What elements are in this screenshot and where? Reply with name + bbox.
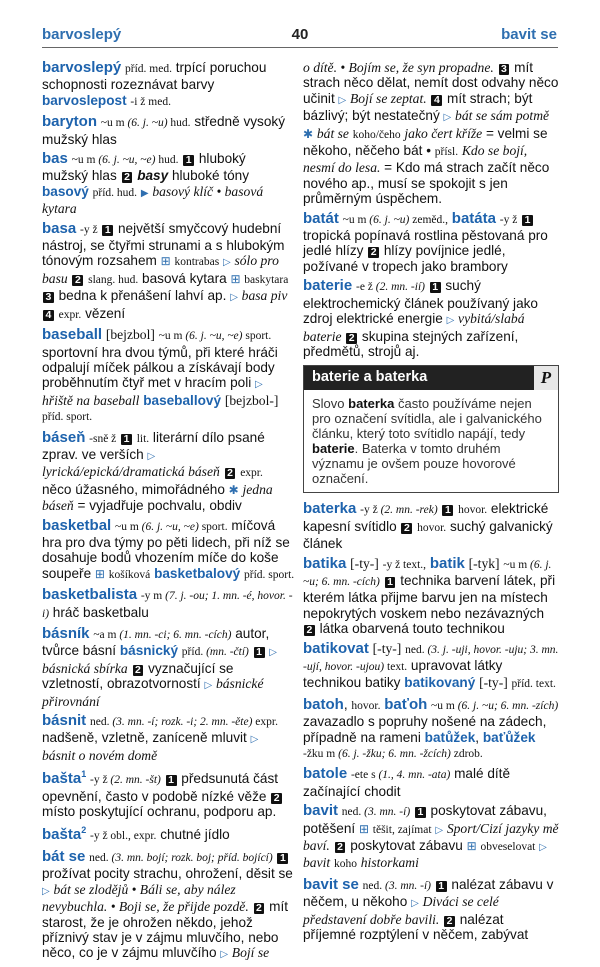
entry-batikovat: batikovat [-ty-] ned. (3. j. -uji, hovor. -uju; 3. mn. -ují, hovor. -ujou) text. upravovat látky technikou batiky batikovaný [-ty-] příd. text. bbox=[303, 639, 559, 691]
page-number: 40 bbox=[291, 26, 309, 43]
entry-basketbalista: basketbalista -y m (7. j. -ou; 1. mn. -é, hovor. -i) hráč basketbalu bbox=[42, 586, 293, 620]
entry-basnit: básnit ned. (3. mn. -í; rozk. -i; 2. mn. -ěte) expr. nadšeně, vzletně, zaníceně mluvit ▷ básnit o novém domě bbox=[42, 712, 278, 763]
entry-basnik: básník ~a m (1. mn. -ci; 6. mn. -cích) autor, tvůrce básní básnický příd. (mn. -čtí) 1 ▷ básnická sbírka 2 vyznačující se vzletností, obrazotvorností ▷ básnické přirovnání bbox=[42, 625, 277, 709]
entry-bavit-se: bavit se ned. (3. mn. -í) 1 nalézat zábavu v něčem, u někoho ▷ Diváci se celé představení dobře bavili. 2 nalézat příjemné rozptýlení v něčem, zabývat bbox=[303, 875, 554, 943]
usage-note-header bbox=[304, 366, 558, 390]
running-head-left: barvoslepý bbox=[42, 26, 122, 43]
entry-batat: batát ~u m (6. j. ~u) zeměd., batáta -y ž 1 tropická popínavá rostlina pěstovaná pro jedlé hlízy 2 hlízy povíjnice jedlé, požívané v tropech jako brambory bbox=[303, 209, 548, 274]
header-rule bbox=[42, 47, 558, 48]
entry-bas: bas ~u m (6. j. ~u, ~e) hud. 1 hluboký mužský hlas 2 basy hluboké tóny basový příd. hud. ▶ basový klíč • basová kytara bbox=[42, 150, 264, 217]
entry-basa: basa -y ž 1 největší smyčcový hudební nástroj, se čtyřmi strunami a s hlubokým tónovým rozsahem ⊞ kontrabas ▷ sólo pro basu 2 slang. hud. basová kytara ⊞ baskytara 3 bedna k přenášení lahví ap. ▷ basa piv 4 expr. vězení bbox=[42, 219, 289, 321]
entry-bavit: bavit ned. (3. mn. -í) 1 poskytovat zábavu, potěšení ⊞ těšit, zajímat ▷ Sport/Cizí jazyky mě baví. 2 poskytovat zábavu ⊞ obveselovat ▷ bavit koho historkami bbox=[303, 802, 559, 871]
left-column bbox=[42, 60, 295, 967]
entry-batoh: batoh, hovor. baťoh ~u m (6. j. ~u; 6. mn. -zích) zavazadlo s popruhy nošené na zádech, případně na rameni batůžek, baťůžek -žku m (6. j. -žku; 6. mn. -žcích) zdrob. bbox=[303, 695, 559, 760]
usage-note-badge: P bbox=[534, 366, 558, 390]
entry-basen: báseň -sně ž 1 lit. literární dílo psané zprav. ve verších ▷ lyrická/epická/dramatická báseň 2 expr. něco úžasného, mimořádného ✱ jedna báseň = vyjadřuje pochvalu, obdiv bbox=[42, 428, 273, 514]
entry-baryton: baryton ~u m (6. j. ~u) hud. středně vysoký mužský hlas bbox=[42, 113, 285, 147]
entry-basta1: bašta$^1$ -y ž (2. mn. -št) 1 předsunutá část opevnění, často v podobě nízké věže 2 místo poskytující ochranu, podporu ap. bbox=[42, 767, 295, 819]
usage-note-title: baterie a baterka bbox=[312, 369, 428, 386]
usage-note-text: Slovo baterka často používáme nejen pro označení svítidla, ale i galvanického článku, který toto svítidlo napájí, tedy baterie. Baterka v tomto druhém významu je ovšem pouze hovorové označení. bbox=[312, 396, 542, 487]
running-head-right: bavit se bbox=[501, 26, 557, 43]
entry-baterka: baterka -y ž (2. mn. -rek) 1 hovor. elektrické kapesní svítidlo 2 hovor. suchý galvanický článek bbox=[303, 500, 553, 552]
entry-bat-se-cont: o dítě. • Bojím se, že syn propadne. 3 mít strach něco dělat, nemít dost odvahy něco učinit ▷ Bojí se zeptat. 4 mít strach; být bázlivý; být nestatečný ▷ bát se sám potmě ✱ bát se koho/čeho jako čert kříže = velmi se někoho, něčeho bát • přísl. Kdo se bojí, nesmí do lesa. = Kdo má strach začít něco nového ap., musí se spokojit s jen průměrným úspěchem. bbox=[303, 60, 559, 207]
entry-basta2: bašta$^2$ -y ž obl., expr. chutné jídlo bbox=[42, 825, 230, 844]
entry-baterie: baterie -e ž (2. mn. -ií) 1 suchý elektrochemický článek používaný jako zdroj elektrické energie ▷ vybitá/slabá baterie 2 skupina stejných zařízení, předmětů, strojů aj. bbox=[303, 277, 538, 359]
right-column bbox=[303, 60, 559, 946]
entry-batika: batika [-ty-] -y ž text., batik [-tyk] ~u m (6. j. ~u; 6. mn. -cích) 1 technika barvení látek, při kterém látka přijme barvu jen na místech nepokrytých voskem nebo nezávazných 2 látka obarvená touto technikou bbox=[303, 554, 556, 637]
entry-bat-se: bát se ned. (3. mn. bojí; rozk. boj; příd. bojící) 1 prožívat pocity strachu, ohrožení, děsit se ▷ bát se zlodějů • Báli se, aby nález nevybuchla. • Boji se, že přijde pozdě. 2 mít starost, že je ohrožen někdo, jehož příznivý stav je v zájmu mluvčího, nebo něco, co je v zájmu mluvčího ▷ Bojí se bbox=[42, 847, 293, 961]
entry-batole: batole -ete s (1., 4. mn. -ata) malé dítě začínající chodit bbox=[303, 765, 511, 799]
entry-baseball: baseball [bejzbol] ~u m (6. j. ~u, ~e) sport. sportovní hra dvou týmů, při které hráči odpalují míček pálkou a získávají body proběhnutím čtyř met v hracím poli ▷ hřiště na baseball baseballový [bejzbol-] příd. sport. bbox=[42, 326, 279, 424]
usage-note-box bbox=[303, 365, 559, 493]
entry-barvoslepy: barvoslepý příd. med. trpící poruchou schopnosti rozeznávat barvy barvoslepost -i ž med. bbox=[42, 59, 267, 108]
entry-basketbal: basketbal ~u m (6. j. ~u, ~e) sport. míčová hra pro dva týmy po pěti lidech, při níž se dosahuje bodů vhozením míče do koše soupeře ⊞ košíková basketbalový příd. sport. bbox=[42, 516, 295, 581]
